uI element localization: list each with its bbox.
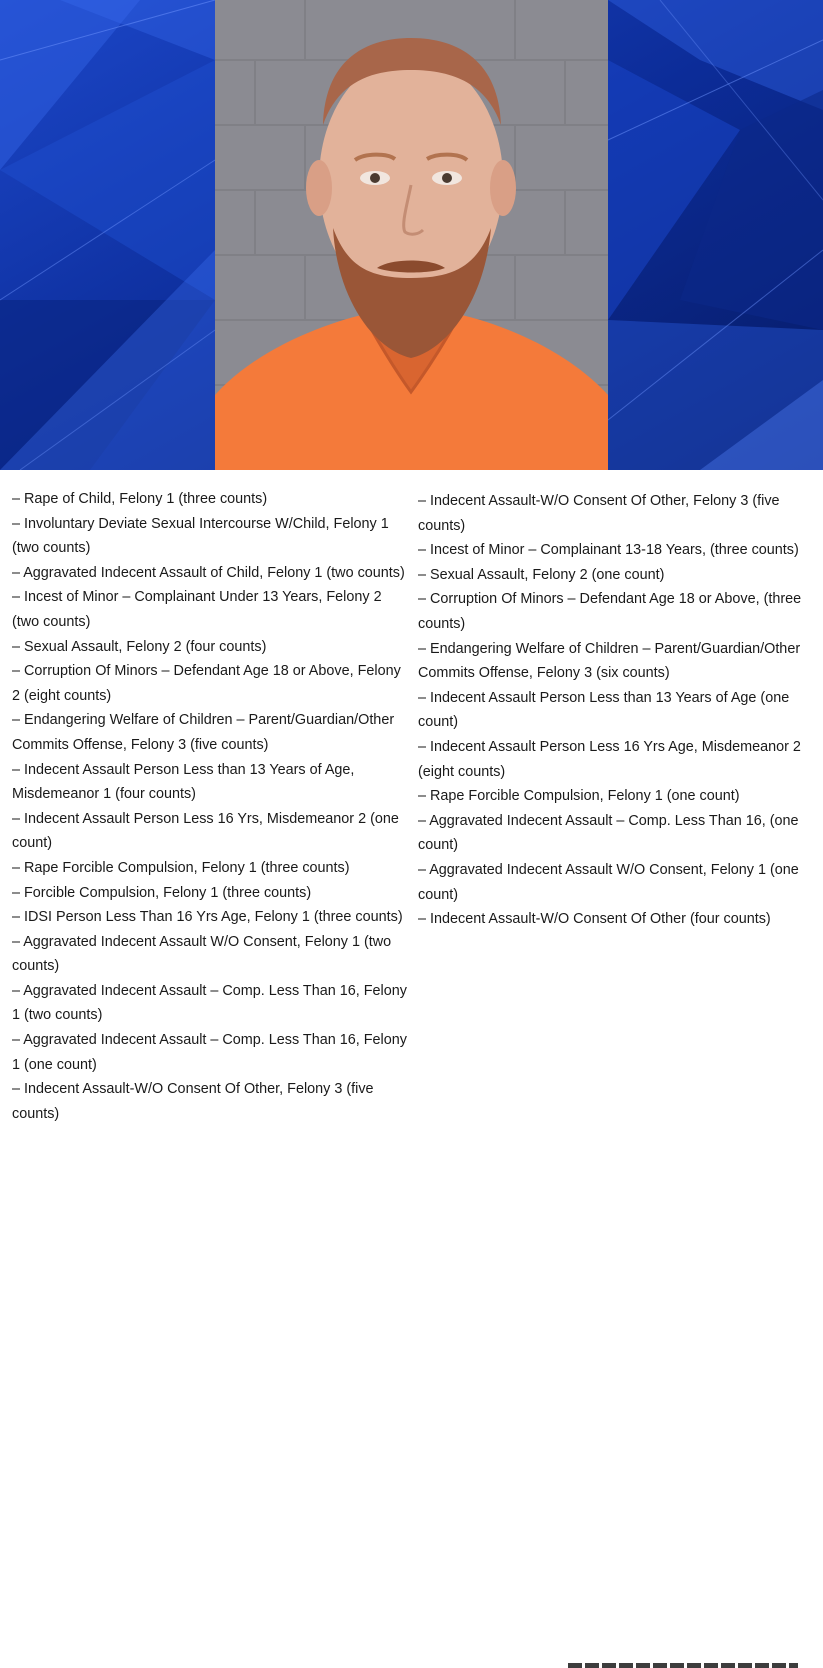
charge-item: – Rape Forcible Compulsion, Felony 1 (three counts) xyxy=(12,859,350,876)
charge-item: – Indecent Assault Person Less 16 Yrs, Misdemeanor 2 (one count) xyxy=(12,810,399,852)
charge-item: – Forcible Compulsion, Felony 1 (three counts) xyxy=(12,884,312,901)
charge-item: – Indecent Assault Person Less than 13 Years of Age, Misdemeanor 1 (four counts) xyxy=(12,761,355,803)
charges-right-column xyxy=(418,489,814,932)
charge-item: – Aggravated Indecent Assault of Child, Felony 1 (two counts) xyxy=(12,564,405,581)
charge-item: – Indecent Assault-W/O Consent Of Other, Felony 3 (five counts) xyxy=(12,1081,374,1122)
charge-item: – Corruption Of Minors – Defendant Age 18 or Above, Felony 2 (eight counts) xyxy=(12,663,401,704)
charge-item: – Sexual Assault, Felony 2 (one count) xyxy=(418,566,665,583)
mugshot-illustration xyxy=(215,0,608,470)
mugshot-photo xyxy=(215,0,608,470)
charge-item: – Indecent Assault-W/O Consent Of Other (four counts) xyxy=(418,911,771,928)
charges-list-section xyxy=(0,470,823,1200)
charges-left-column xyxy=(12,487,407,1126)
charge-item: – Sexual Assault, Felony 2 (four counts) xyxy=(12,638,267,655)
charge-item: – Involuntary Deviate Sexual Intercourse W/Child, Felony 1 (two counts) xyxy=(12,515,389,557)
charge-item: – Endangering Welfare of Children – Parent/Guardian/Other Commits Offense, Felony 3 (five counts) xyxy=(12,712,395,753)
news-graphic-header xyxy=(0,0,823,470)
charge-item: – Indecent Assault Person Less 16 Yrs Age, Misdemeanor 2 (eight counts) xyxy=(418,738,801,780)
charge-item: – Aggravated Indecent Assault – Comp. Less Than 16, Felony 1 (two counts) xyxy=(12,982,407,1024)
charge-item: – Indecent Assault Person Less than 13 Years of Age (one count) xyxy=(418,689,790,731)
charge-item: – Incest of Minor – Complainant Under 13 Years, Felony 2 (two counts) xyxy=(12,589,382,630)
charge-item: – Endangering Welfare of Children – Parent/Guardian/Other Commits Offense, Felony 3 (six counts) xyxy=(418,640,801,682)
charge-item: – Rape of Child, Felony 1 (three counts) xyxy=(12,491,268,507)
charge-item: – Aggravated Indecent Assault – Comp. Less Than 16, (one count) xyxy=(418,812,799,854)
charge-item: – Aggravated Indecent Assault W/O Consent, Felony 1 (two counts) xyxy=(12,933,392,975)
charge-item: – Indecent Assault-W/O Consent Of Other, Felony 3 (five counts) xyxy=(418,493,780,534)
charge-item: – Rape Forcible Compulsion, Felony 1 (one count) xyxy=(418,788,740,805)
charge-item: – IDSI Person Less Than 16 Yrs Age, Felony 1 (three counts) xyxy=(12,909,403,926)
charge-item: – Aggravated Indecent Assault – Comp. Less Than 16, Felony 1 (one count) xyxy=(12,1032,407,1073)
charge-item: – Aggravated Indecent Assault W/O Consent, Felony 1 (one count) xyxy=(418,861,799,903)
charge-item: – Corruption Of Minors – Defendant Age 18 or Above, (three counts) xyxy=(418,591,802,632)
cropped-caption-mark xyxy=(568,1663,798,1668)
charge-item: – Incest of Minor – Complainant 13-18 Years, (three counts) xyxy=(418,542,799,559)
